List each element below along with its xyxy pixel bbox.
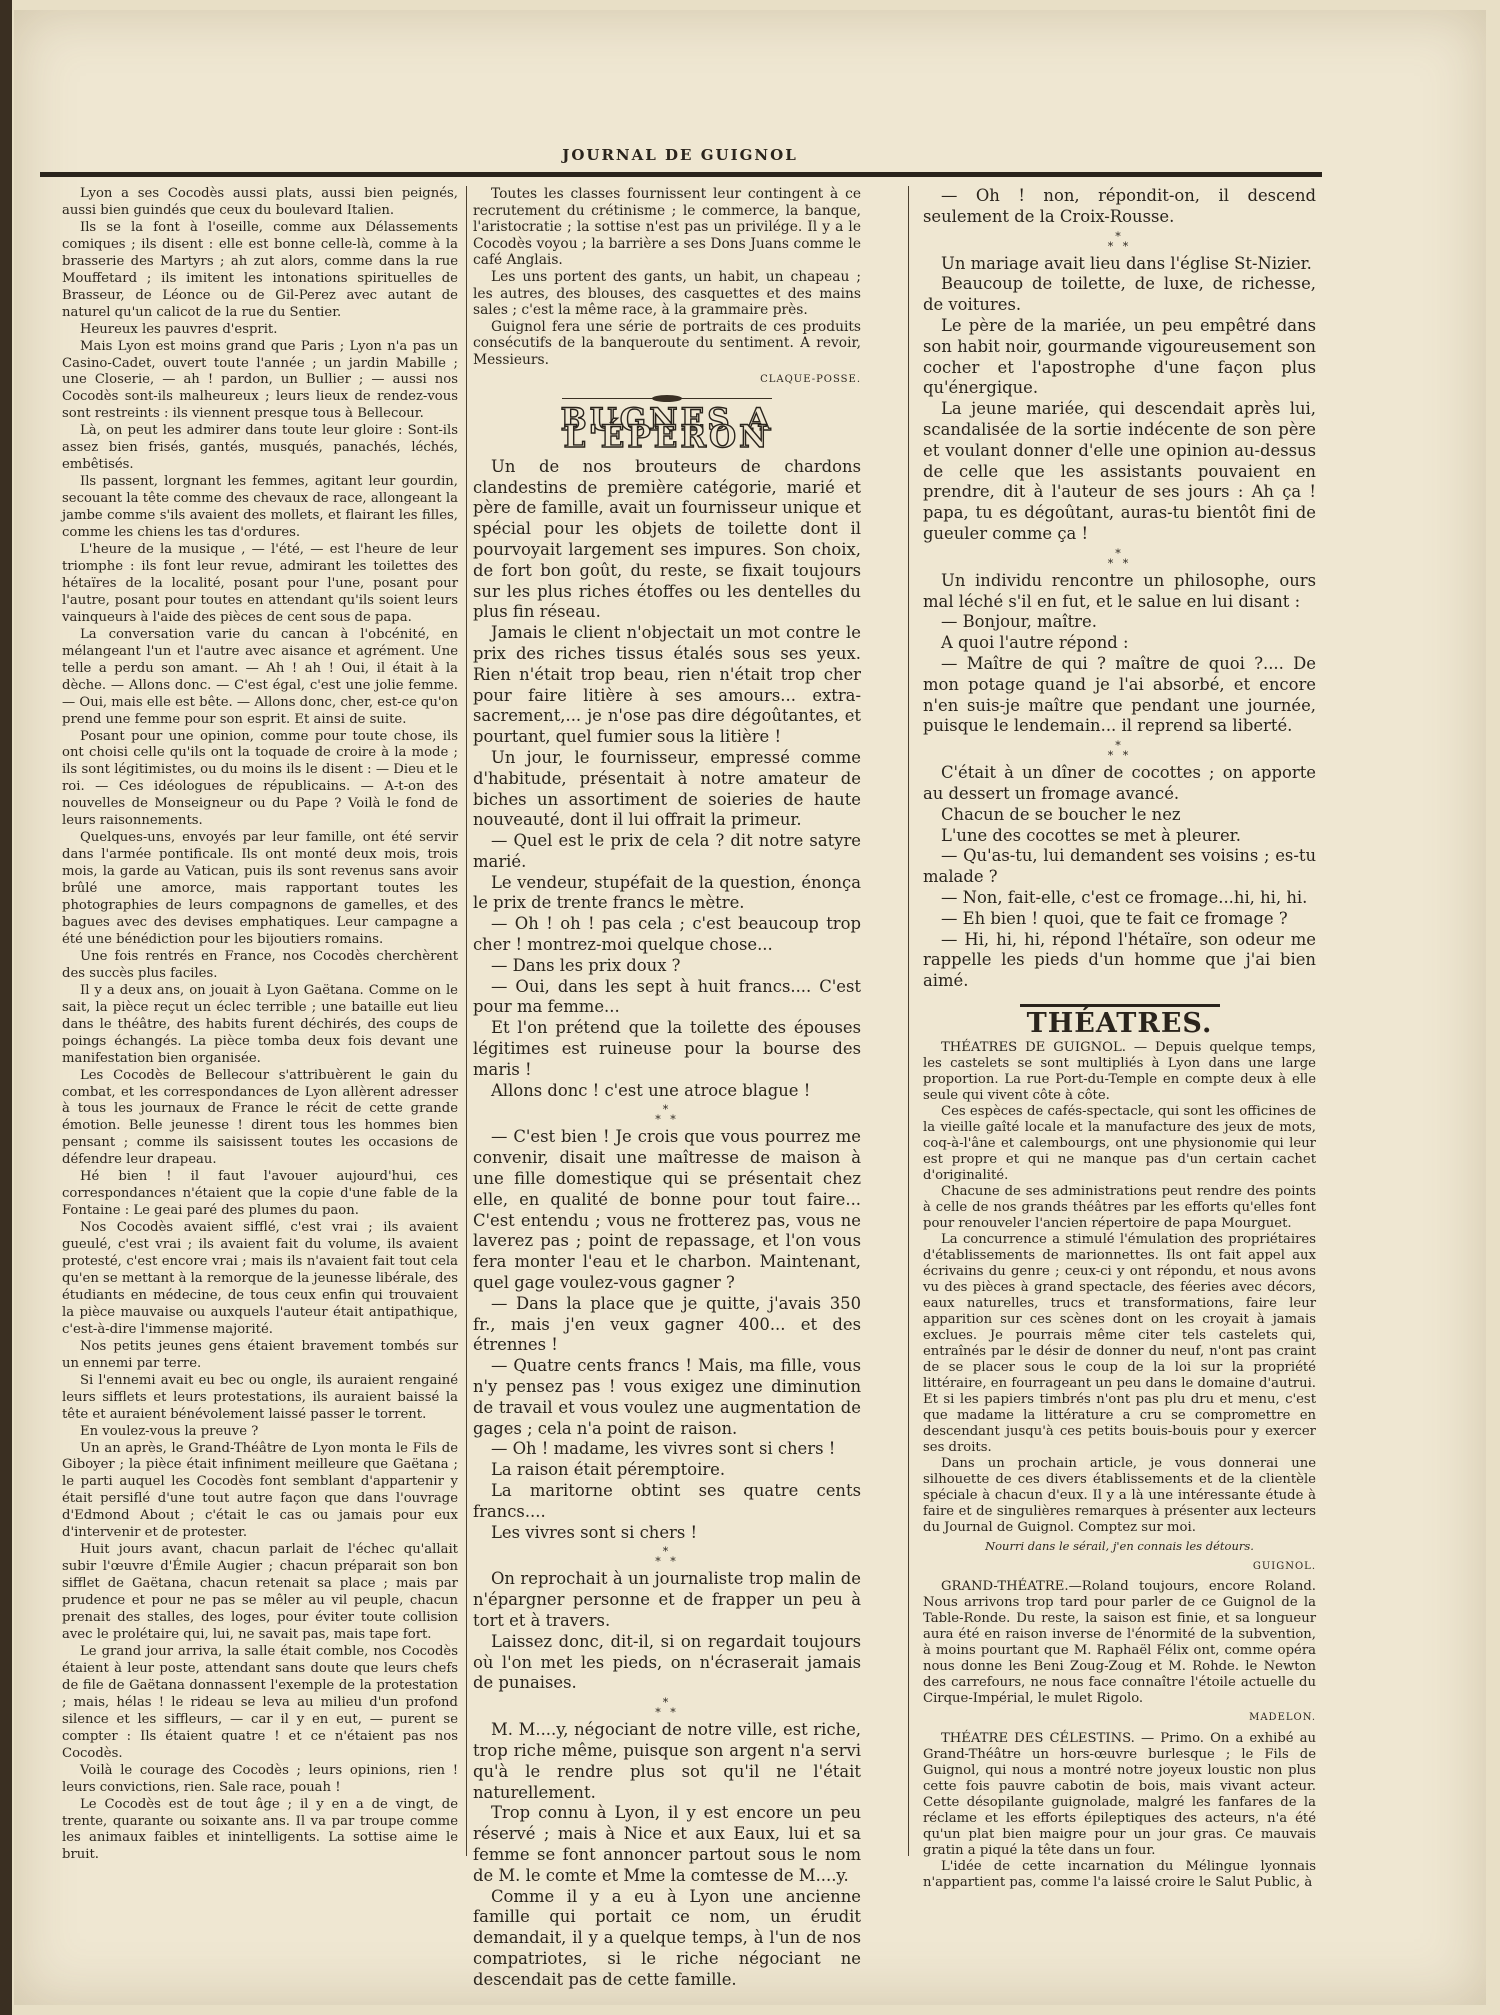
article-body-1 (473, 457, 861, 1102)
paragraph: Ils se la font à l'oseille, comme aux Délassements comiques ; ils disent : elle est bonne celle-là, comme à la brasserie des Martyrs ; ah zut alors, comme dans la rue Mouffetard ; ils imitent les intonations spirituelles de Brasseur, de Léonce ou de Gil-Perez avec autant de naturel qu'un calicot de la rue du Sentier. (62, 219, 458, 320)
paragraph: Le vendeur, stupéfait de la question, énonça le prix de trente francs le mètre. (473, 872, 861, 913)
paragraph: Ils passent, lorgnant les femmes, agitant leur gourdin, secouant la tête comme des chevaux de race, allongeant la jambe comme s'ils avaient des mollets, et flairant les filles, comme les chiens les tas d'ordures. (62, 474, 458, 541)
paragraph: Le grand jour arriva, la salle était comble, nos Cocodès étaient à leur poste, attendant sans doute que leurs chefs de file de Gaëtana donnassent l'exemple de la protestation ; mais, hélas ! le rideau se leva au milieu d'un profond silence et les siffleurs, — car il y en eut, — purent se compter : Ils étaient quatre ! et ce n'étaient pas nos Cocodès. (62, 1643, 458, 1761)
paragraph: Les uns portent des gants, un habit, un chapeau ; les autres, des blouses, des casquettes et des mains sales ; c'est la même race, à la grammaire près. (473, 268, 861, 319)
paragraph: — Maître de qui ? maître de quoi ?.... De mon potage quand je l'ai absorbé, et encore n'en suis-je maître que pendant une journée, puisque le lendemain... il reprend sa liberté. (923, 653, 1316, 736)
signature-claque-posse: CLAQUE-POSSE. (760, 373, 861, 385)
motto: Nourri dans le sérail, j'en connais les détours. (985, 1539, 1254, 1554)
paragraph: Un an après, le Grand-Théâtre de Lyon monta le Fils de Giboyer ; la pièce était infiniment meilleure que Gaëtana ; le parti auquel les Cocodès font semblant d'appartenir y était persiflé d'une tout autre façon que dans l'ouvrage d'Edmond About ; c'était le cas ou jamais pour eux d'intervenir et de protester. (62, 1440, 458, 1541)
column-divider (466, 186, 467, 1856)
paragraph: La conversation varie du cancan à l'obcénité, en mélangeant l'un et l'autre avec aisance et agrément. Une telle a perdu son amant. — Ah ! ah ! Oui, il était à la dèche. — Allons donc. — C'est égal, c'est une jolie femme. — Oui, mais elle est bête. — Allons donc, cher, est-ce qu'on prend une femme pour son esprit. Et ainsi de suite. (62, 626, 458, 727)
paragraph: M. M....y, négociant de notre ville, est riche, trop riche même, puisque son argent n'a servi qu'à le rendre plus sot qu'il ne l'était naturellement. (473, 1720, 861, 1802)
paragraph: La raison était péremptoire. (491, 1460, 726, 1480)
paragraph: Une fois rentrés en France, nos Cocodès cherchèrent des succès plus faciles. (62, 948, 458, 981)
page-edge (0, 0, 12, 2015)
header-rule (40, 172, 1322, 177)
paragraph: THÉATRE DES CÉLESTINS. — Primo. On a exhibé au Grand-Théâtre un hors-œuvre burlesque ; le Fils de Guignol, qui nous a montré notre joyeux loustic non plus cette fois pauvre cabotin de bois, mais vivant acteur. Cette désopilante guignolade, malgré les fanfares de la réclame et les efforts épileptiques des acteurs, n'a été qu'un plat bien maigre pour un jour gras. Ce mauvais gratin a piqué la tête dans un four. (923, 1730, 1316, 1858)
paragraph: — Oh ! non, répondit-on, il descend seulement de la Croix-Rousse. (923, 186, 1316, 226)
paragraph: A quoi l'autre répond : (941, 633, 1129, 653)
paragraph: — Quatre cents francs ! Mais, ma fille, vous n'y pensez pas ! vous exigez une diminution de travail et vous voulez une augmentation de gages ; cela n'a point de raison. (473, 1356, 861, 1438)
column-3-body-1 (923, 186, 1316, 228)
page-header: JOURNAL DE GUIGNOL (562, 146, 798, 164)
paragraph: Un jour, le fournisseur, empressé comme d'habitude, présentait à notre amateur de biches un assortiment de soieries de haute nouveauté, dont il lui offrait la primeur. (473, 747, 861, 830)
paragraph: On reprochait à un journaliste trop malin de n'épargner personne et de frapper un peu à tort et à travers. (473, 1569, 861, 1630)
theatres-heading: THÉATRES. (1026, 1007, 1213, 1039)
paragraph: Ces espèces de cafés-spectacle, qui sont les officines de la vieille gaîté locale et la manufacture des jeux de mots, coq-à-l'âne et calembourgs, ont une physionomie qui leur est propre et qui ne manque pas d'un certain cachet d'originalité. (923, 1104, 1316, 1184)
ornament-divider (562, 392, 772, 406)
paragraph: Et l'on prétend que la toilette des épouses légitimes est ruineuse pour la bourse des maris ! (473, 1018, 861, 1079)
column-divider (908, 186, 909, 1856)
paragraph: La maritorne obtint ses quatre cents francs.... (473, 1481, 861, 1521)
separator-stars: * * * (655, 1103, 679, 1127)
paragraph: Beaucoup de toilette, de luxe, de richesse, de voitures. (923, 274, 1316, 315)
separator-stars: * * * (655, 1696, 679, 1720)
paragraph: Hé bien ! il faut l'avouer aujourd'hui, ces correspondances n'étaient que la copie d'une fable de la Fontaine : Le geai paré des plumes du paon. (62, 1169, 458, 1219)
paragraph: Si l'ennemi avait eu bec ou ongle, ils auraient rengainé leurs sifflets et leurs protestations, ils auraient baissé la tête et auraient bénévolement laissé passer le torrent. (62, 1372, 458, 1422)
celestins-body (923, 1731, 1316, 1891)
separator-stars: * * * (655, 1545, 679, 1569)
grand-theatre-paragraph (923, 1579, 1316, 1707)
paragraph: Nos petits jeunes gens étaient bravement tombés sur un ennemi par terre. (62, 1338, 458, 1371)
paragraph: — Eh bien ! quoi, que te fait ce fromage ? (941, 908, 1288, 928)
paragraph: Chacun de se boucher le nez (941, 804, 1181, 824)
separator-stars: * * * (1107, 229, 1132, 253)
paragraph: La concurrence a stimulé l'émulation des propriétaires d'établissements de marionnettes. Ils ont fait appel aux écrivains du genre ; ceux-ci y ont répondu, et nous avons vu des pièces à grand spectacle, des féeries avec décors, eaux naturelles, trucs et transformations, faire leur apparition sur ces scènes dont on les croyait à jamais exclues. Je pourrais même citer tels castelets qui, entraînés par le désir de donner du neuf, n'ont pas craint de se placer sous le coup de la loi sur la propriété littéraire, en fourrageant un peu dans le domaine d'autrui. Et si les papiers timbrés n'ont pas plu dru et menu, c'est que madame la littérature a cru se compromettre en descendant jusqu'à ces petits bouis-bouis pour y exercer ses droits. (923, 1232, 1316, 1456)
paragraph: Comme il y a eu à Lyon une ancienne famille qui portait ce nom, un érudit demandait, il y a quelque temps, à l'un de nos compatriotes, si le riche négociant ne descendait pas de cette famille. (473, 1886, 861, 1989)
paragraph: Posant pour une opinion, comme pour toute chose, ils ont choisi celle qu'ils ont la toquade de croire à la mode ; ils sont légitimistes, ou du moins ils le disent : — Dieu et le roi. — Ces idéologues de républicains. — A-t-on des nouvelles de Monseigneur ou du Pape ? Voilà le fond de leurs raisonnements. (62, 728, 458, 829)
paragraph: Trop connu à Lyon, il y est encore un peu réservé ; mais à Nice et aux Eaux, lui et sa femme se font annoncer partout sous le nom de M. le comte et Mme la comtesse de M....y. (473, 1803, 861, 1885)
paragraph: En voulez-vous la preuve ? (80, 1423, 259, 1439)
paragraph: La jeune mariée, qui descendait après lui, scandalisée de la sortie indécente de son père et voulant donner d'elle une opinion au-dessus de celle que les assistants pouvaient en prendre, dit à l'auteur de ses jours : Ah ça ! papa, tu es dégoûtant, auras-tu bientôt fini de gueuler comme ça ! (923, 399, 1316, 543)
paragraph: Les vivres sont si chers ! (491, 1522, 698, 1542)
column-3-body-3 (923, 571, 1316, 737)
signature-madelon: MADELON. (1249, 1712, 1316, 1724)
paragraph: — Qu'as-tu, lui demandent ses voisins ; es-tu malade ? (923, 846, 1316, 887)
paragraph: — Dans les prix doux ? (491, 955, 681, 975)
paragraph: Guignol fera une série de portraits de ces produits consécutifs de la banqueroute du sentiment. A revoir, Messieurs. (473, 318, 861, 368)
paragraph: L'une des cocottes se met à pleurer. (941, 825, 1241, 845)
paragraph: Chacune de ses administrations peut rendre des points à celle de nos grands théâtres par les efforts qu'elles font pour renouveler l'ancien répertoire de papa Mourguet. (923, 1184, 1316, 1232)
paragraph: C'était à un dîner de cocottes ; on apporte au dessert un fromage avancé. (923, 763, 1316, 803)
paragraph: — Quel est le prix de cela ? dit notre satyre marié. (473, 831, 861, 871)
paragraph: Huit jours avant, chacun parlait de l'échec qu'allait subir l'œuvre d'Émile Augier ; chacun préparait son bon sifflet de Gaëtana, chacun retenait sa place ; mais par prudence et pour ne pas se mêler au vil peuple, chacun prenait des stalles, des loges, pour éviter toute collision avec le prolétaire qui, lui, ne savait pas, mais tape fort. (62, 1542, 458, 1643)
article-body-3 (473, 1569, 861, 1694)
paragraph: — Oui, dans les sept à huit francs.... C'est pour ma femme... (473, 976, 861, 1017)
article-body-4 (473, 1720, 861, 1990)
paragraph: — Oh ! oh ! pas cela ; c'est beaucoup trop cher ! montrez-moi quelque chose... (473, 914, 861, 955)
paragraph: L'idée de cette incarnation du Mélingue lyonnais n'appartient pas, comme l'a laissé croire le Salut Public, à (923, 1858, 1316, 1890)
article-body-2 (473, 1127, 861, 1543)
paragraph: Un individu rencontre un philosophe, ours mal léché s'il en fut, et le salue en lui disant : (923, 570, 1316, 611)
paragraph: Voilà le courage des Cocodès ; leurs opinions, rien ! leurs convictions, rien. Sale race, pouah ! (62, 1762, 458, 1795)
column-3-body-4 (923, 763, 1316, 992)
paragraph: Mais Lyon est moins grand que Paris ; Lyon n'a pas un Casino-Cadet, ouvert toute l'année ; un jardin Mabille ; une Closerie, — ah ! pardon, un Bullier ; — aussi nos Cocodès sont-ils malheureux ; leurs lieux de rendez-vous sont restreints : ils viennent presque tous à Bellecour. (62, 338, 458, 422)
paragraph: — C'est bien ! Je crois que vous pourrez me convenir, disait une maîtresse de maison à une fille domestique qui se présentait chez elle, en qualité de bonne pour tout faire... C'est entendu ; vous ne frotterez pas, vous ne laverez pas ; point de repassage, et l'on vous fera monter l'eau et le charbon. Maintenant, quel gage voulez-vous gagner ? (473, 1127, 861, 1293)
paragraph: Dans un prochain article, je vous donnerai une silhouette de ces divers établissements et de la clientèle spéciale à chacun d'eux. Il y a là une intéressante étude à faire et de singulières remarques à présenter aux lecteurs du Journal de Guignol. Comptez sur moi. (923, 1456, 1316, 1536)
paragraph: Les Cocodès de Bellecour s'attribuèrent le gain du combat, et les correspondances de Lyon allèrent adresser à tous les journaux de France le récit de cette grande émotion. Belle jeunesse ! dirent tous les hommes bien pensant ; comme ils saisissent toutes les occasions de défendre leur drapeau. (62, 1067, 458, 1168)
column-1 (62, 186, 458, 1891)
paragraph: Le père de la mariée, un peu empêtré dans son habit noir, gourmande vigoureusement son cocher et l'apostrophe d'une façon plus qu'énergique. (923, 315, 1316, 398)
paragraph: — Oh ! madame, les vivres sont si chers ! (491, 1439, 836, 1459)
paragraph: GRAND-THÉATRE.—Roland toujours, encore Roland. Nous arrivons trop tard pour parler de ce Guignol de la Table-Ronde. Du reste, la saison est finie, et sa longueur aura été en raison inverse de l'énormité de la subvention, à moins pourtant que M. Raphaël Félix ont, comme opéra nous donne les Beni Zoug-Zoug et M. Rohde. le Newton des carrefours, ne nous face connaître l'étoile actuelle du Cirque-Impérial, le mulet Rigolo. (923, 1579, 1316, 1707)
paragraph: Un mariage avait lieu dans l'église St-Nizier. (941, 253, 1312, 273)
column-3 (923, 186, 1316, 1891)
paragraph: L'heure de la musique , — l'été, — est l'heure de leur triomphe : ils font leur revue, admirant les toilettes des hétaïres de la localité, posant pour l'une, posant pour l'autre, posant pour toutes en attendant qu'ils soient leurs vainqueurs à l'aide des pièces de cent sous de papa. (62, 542, 458, 625)
paragraph: — Bonjour, maître. (941, 612, 1097, 632)
paragraph: Toutes les classes fournissent leur contingent à ce recrutement du crétinisme ; le commerce, la banque, l'aristocratie ; la sottise n'est pas un privilége. Il y a le Cocodès voyou ; la barrière a ses Dons Juans comme le café Anglais. (473, 186, 861, 269)
column-1-text (62, 186, 458, 1864)
paragraph: Le Cocodès est de tout âge ; il y en a de vingt, de trente, quarante ou soixante ans. Il va par troupe comme les animaux faibles et inintelligents. La sottise aime le bruit. (62, 1796, 458, 1863)
paragraph: Heureux les pauvres d'esprit. (80, 321, 278, 337)
paragraph: Laissez donc, dit-il, si on regardait toujours où l'on met les pieds, on n'écraserait jamais de punaises. (473, 1631, 861, 1693)
paragraph: Jamais le client n'objectait un mot contre le prix des riches tissus étalés sous ses yeux. Rien n'était trop beau, rien n'était trop cher pour faire litière à ses amours... extra-sacrement,... je n'ose pas dire dégoûtantes, et pourtant, quel fumier sous la litière ! (473, 623, 861, 747)
column-2-intro (473, 186, 861, 369)
article-title: BUGNES A L'ÉPERON (560, 401, 774, 456)
paragraph: THÉATRES DE GUIGNOL. — Depuis quelque temps, les castelets se sont multipliés à Lyon dans une large proportion. La rue Port-du-Temple en compte deux à elle seule qui vivent côte à côte. (923, 1040, 1316, 1104)
signature-guignol: GUIGNOL. (1252, 1560, 1316, 1572)
paragraph: — Hi, hi, hi, répond l'hétaïre, son odeur me rappelle les pieds d'un homme que j'ai bien aimé. (923, 929, 1316, 991)
theatres-body (923, 1040, 1316, 1536)
paragraph: — Dans la place que je quitte, j'avais 350 fr., mais j'en veux gagner 400... et des étrennes ! (473, 1293, 861, 1355)
paragraph: Nos Cocodès avaient sifflé, c'est vrai ; ils avaient gueulé, c'est vrai ; ils avaient fait du volume, ils avaient protesté, c'est encore vrai ; mais ils n'avaient fait tout cela qu'en se mettant à la remorque de la jeunesse libérale, des étudiants en médecine, de tous ceux enfin qui trouvaient la pièce mauvaise ou auxquels l'auteur était antipathique, c'est-à-dire l'immense majorité. (62, 1220, 458, 1337)
paragraph: Lyon a ses Cocodès aussi plats, aussi bien peignés, aussi bien guindés que ceux du boulevard Italien. (62, 186, 458, 218)
paragraph: — Non, fait-elle, c'est ce fromage...hi, hi, hi. (941, 887, 1308, 907)
separator-stars: * * * (1107, 739, 1132, 763)
paragraph: Un de nos brouteurs de chardons clandestins de première catégorie, marié et père de famille, avait un fournisseur unique et spécial pour les objets de toilette dont il pourvoyait largement ses impures. Son choix, de fort bon goût, du reste, se fixait toujours sur les plus riches étoffes ou les dentelles du plus fin réseau. (473, 456, 861, 622)
paragraph: Quelques-uns, envoyés par leur famille, ont été servir dans l'armée pontificale. Ils ont monté deux mois, trois mois, la garde au Vatican, puis ils sont revenus sans avoir brûlé une amorce, mais rapportant toutes les photographies de leurs compagnons de gamelles, et des bagues avec des devises emphatiques. Leur campagne a été une bénédiction pour les bijoutiers romains. (62, 830, 458, 947)
section-divider (1020, 1004, 1220, 1007)
paragraph: Là, on peut les admirer dans toute leur gloire : Sont-ils assez bien frisés, gantés, musqués, panachés, léchés, embêtisés. (62, 423, 458, 473)
column-3-body-2 (923, 254, 1316, 545)
separator-stars: * * * (1107, 546, 1132, 570)
paragraph: Il y a deux ans, on jouait à Lyon Gaëtana. Comme on le sait, la pièce reçut un éclec terrible ; une bataille eut lieu dans le théâtre, des habits furent déchirés, des coups de poings échangés. La pièce tomba deux fois devant une manifestation bien organisée. (62, 982, 458, 1066)
paragraph: Allons donc ! c'est une atroce blague ! (491, 1080, 811, 1100)
column-2 (473, 186, 861, 1989)
